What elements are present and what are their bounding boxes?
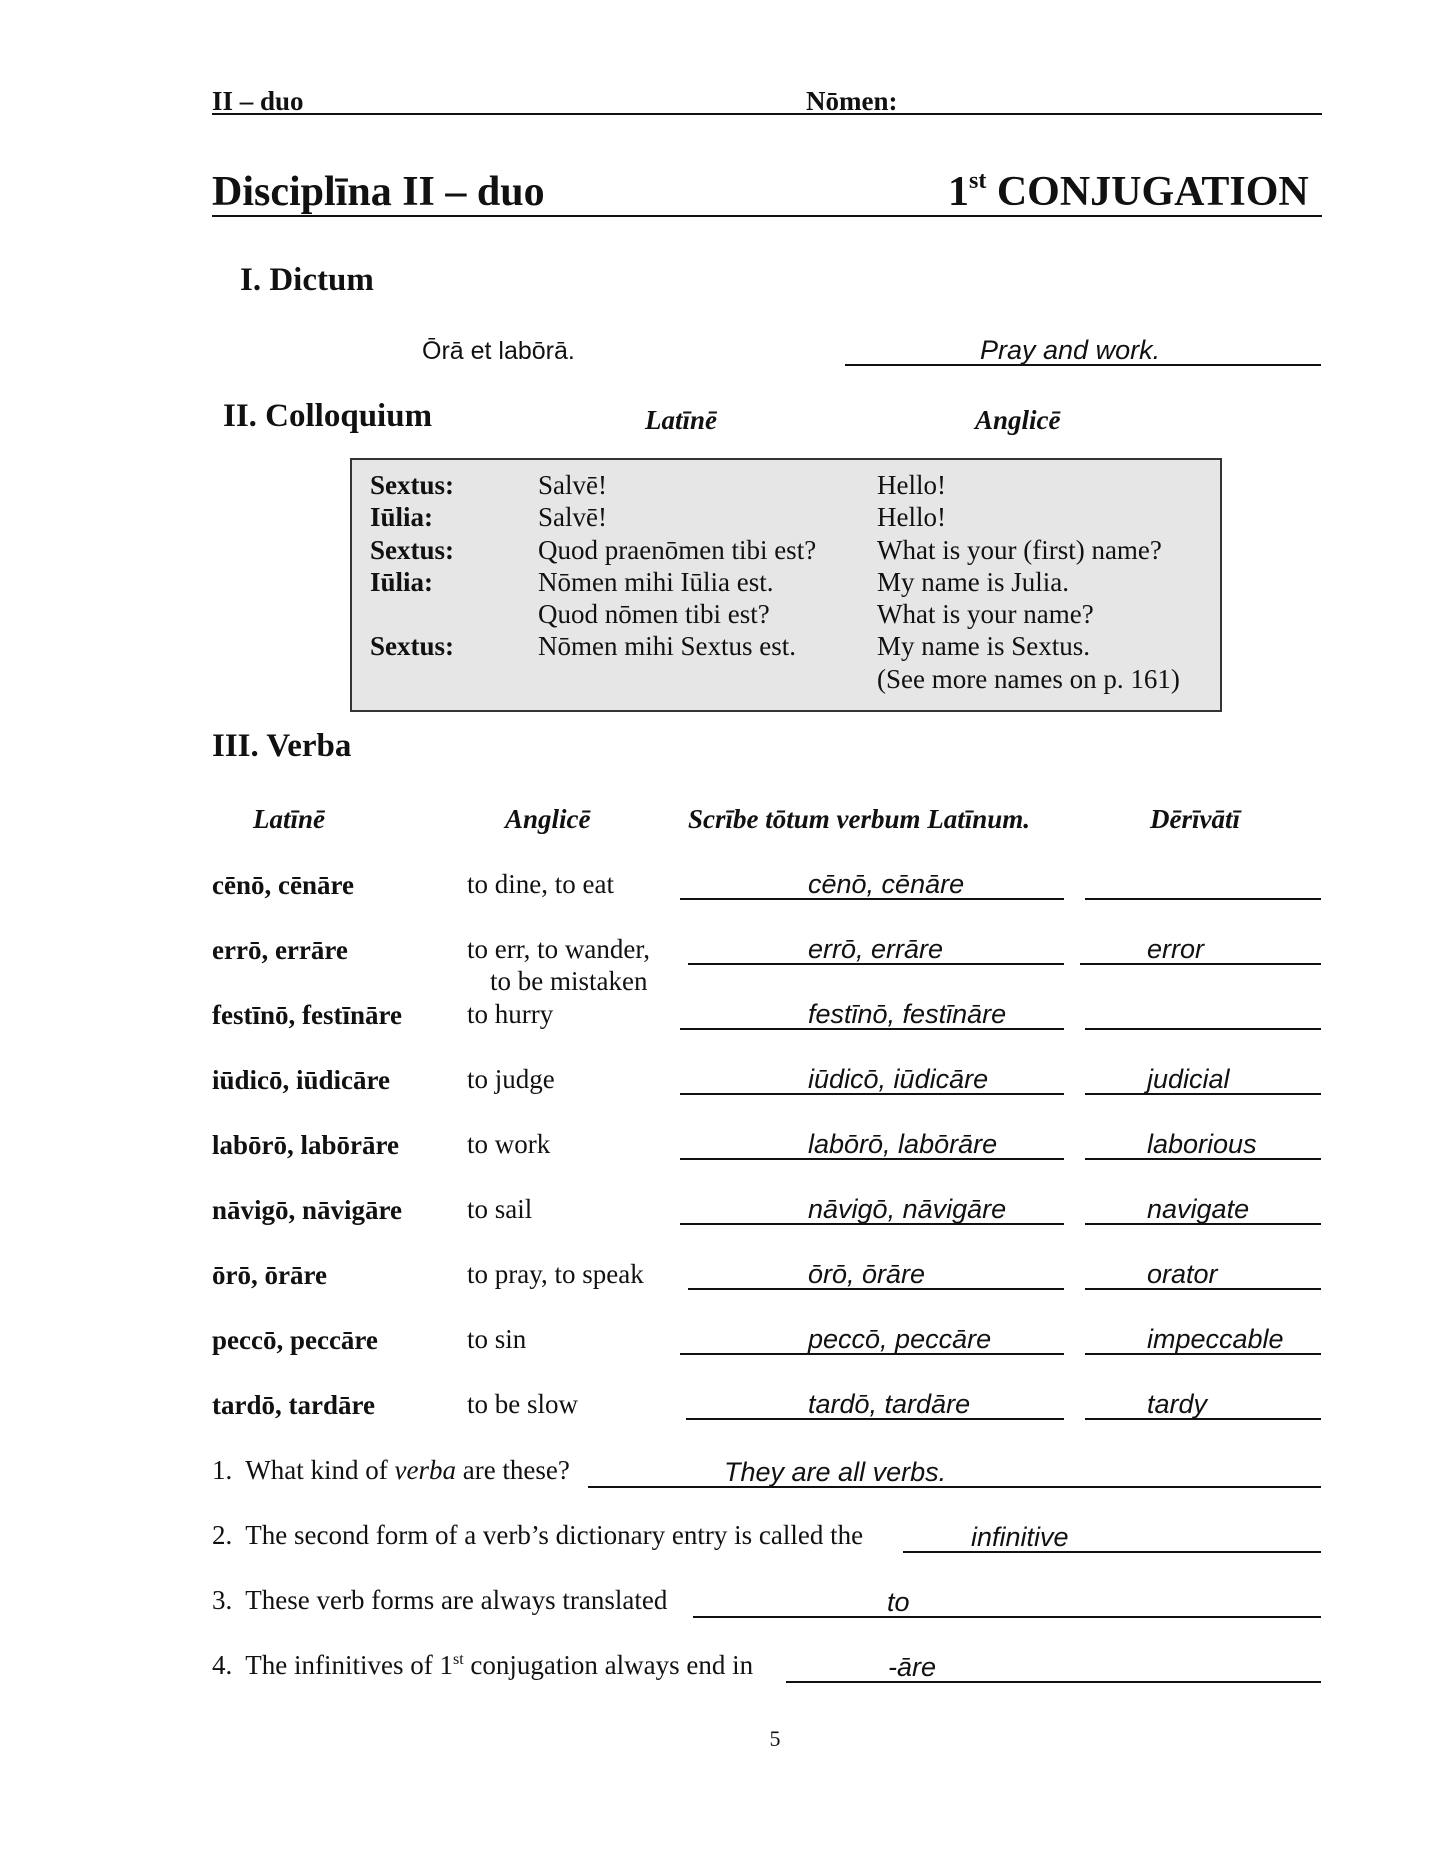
dictum-answer: Pray and work. (980, 335, 1161, 365)
question-3 (212, 1585, 667, 1616)
dialogue-latin: Salvē! (538, 502, 607, 532)
verb-row (0, 1260, 1445, 1300)
question-text: The second form of a verb’s dictionary entry is called the (245, 1520, 864, 1550)
verb-write-field[interactable] (680, 1323, 1064, 1355)
question-text: What kind of (245, 1455, 395, 1485)
question-number: 4. (212, 1650, 233, 1680)
verba-english-header: Anglicē (505, 804, 591, 834)
verb-write-field[interactable] (680, 1063, 1064, 1095)
verb-written: peccō, peccāre (808, 1324, 992, 1354)
verb-row (0, 1065, 1445, 1105)
question-sup: st (452, 1651, 464, 1668)
dialogue-speaker: Iūlia: (370, 567, 434, 597)
verb-write-field[interactable] (688, 1258, 1064, 1290)
dialogue-latin: Nōmen mihi Sextus est. (538, 631, 796, 661)
verb-written: errō, errāre (808, 934, 944, 964)
verb-write-field[interactable] (686, 1388, 1064, 1420)
dialogue-english: (See more names on p. 161) (877, 664, 1180, 694)
verb-derivative-field[interactable] (1085, 998, 1321, 1030)
answer-3: to (887, 1587, 910, 1617)
question-text-end: are these? (455, 1455, 570, 1485)
name-label: Nōmen: (806, 86, 898, 116)
verb-row (0, 1130, 1445, 1170)
dictum-answer-field[interactable] (845, 332, 1321, 366)
dialogue-speaker: Sextus: (370, 470, 455, 500)
verb-latin: ōrō, ōrāre (212, 1260, 327, 1290)
header-lesson: II – duo (212, 86, 304, 116)
dialogue-latin: Quod nōmen tibi est? (538, 599, 770, 629)
question-text: The infinitives of 1 (245, 1650, 453, 1680)
verb-english: to err, to wander, (467, 934, 651, 964)
dialogue-speaker: Sextus: (370, 631, 455, 661)
question-2 (212, 1520, 863, 1551)
verb-english: to sail (467, 1194, 533, 1224)
verb-english: to hurry (467, 999, 554, 1029)
verb-latin: tardō, tardāre (212, 1390, 375, 1420)
question-number: 1. (212, 1455, 233, 1485)
verb-written: iūdicō, iūdicāre (808, 1064, 989, 1094)
verb-english: to sin (467, 1324, 527, 1354)
verb-latin: iūdicō, iūdicāre (212, 1065, 391, 1095)
verb-derivative: tardy (1147, 1389, 1208, 1419)
verb-write-field[interactable] (680, 1128, 1064, 1160)
verb-derivative-field[interactable] (1085, 1258, 1321, 1290)
verb-english: to pray, to speak (467, 1259, 644, 1289)
verb-derivative: navigate (1147, 1194, 1250, 1224)
verb-english: to work (467, 1129, 551, 1159)
verb-row (0, 1000, 1445, 1040)
verb-derivative: judicial (1147, 1064, 1230, 1094)
verba-latin-header: Latīnē (253, 804, 325, 834)
conjugation-title: 1st CONJUGATION (948, 168, 1309, 215)
question-text-end: conjugation always end in (463, 1650, 754, 1680)
answer-field-4[interactable] (786, 1651, 1321, 1683)
dialogue-speaker: Sextus: (370, 535, 455, 565)
verb-latin: peccō, peccāre (212, 1325, 378, 1355)
dialogue-speaker: Iūlia: (370, 502, 434, 532)
verb-derivative-field[interactable] (1085, 1193, 1321, 1225)
dialogue-english: My name is Julia. (877, 567, 1069, 597)
dialogue-latin: Quod praenōmen tibi est? (538, 535, 817, 565)
dialogue-english: Hello! (877, 470, 946, 500)
verb-derivative-field[interactable] (1085, 868, 1321, 900)
answer-field-3[interactable] (693, 1586, 1321, 1618)
title-rule (212, 215, 1322, 217)
verb-english: to judge (467, 1064, 555, 1094)
verba-derivatives-header: Dērīvātī (1150, 804, 1240, 834)
verb-derivative: laborious (1147, 1129, 1257, 1159)
verb-write-field[interactable] (680, 868, 1064, 900)
verb-english: to dine, to eat (467, 869, 614, 899)
verb-derivative-field[interactable] (1085, 1323, 1321, 1355)
dialogue-latin: Nōmen mihi Iūlia est. (538, 567, 774, 597)
verb-write-field[interactable] (680, 998, 1064, 1030)
question-italic: verba (394, 1455, 456, 1485)
dialogue-box (350, 458, 1222, 712)
dialogue-english: What is your name? (877, 599, 1094, 629)
verb-latin: festīnō, festīnāre (212, 1000, 402, 1030)
answer-2: infinitive (971, 1522, 1069, 1552)
verb-english: to be slow (467, 1389, 578, 1419)
answer-field-2[interactable] (903, 1521, 1321, 1553)
question-1 (212, 1455, 570, 1486)
verb-english-continued: to be mistaken (490, 966, 648, 996)
verb-written: tardō, tardāre (808, 1389, 971, 1419)
answer-4: -āre (888, 1652, 937, 1682)
verb-latin: cēnō, cēnāre (212, 870, 354, 900)
question-number: 3. (212, 1585, 233, 1615)
verb-written: labōrō, labōrāre (808, 1129, 998, 1159)
name-field[interactable] (905, 90, 1322, 112)
verb-write-field[interactable] (680, 1193, 1064, 1225)
verb-latin: nāvigō, nāvigāre (212, 1195, 403, 1225)
verb-latin: labōrō, labōrāre (212, 1130, 399, 1160)
verb-derivative: orator (1147, 1259, 1218, 1289)
dialogue-latin: Salvē! (538, 470, 607, 500)
verb-derivative-field[interactable] (1080, 933, 1321, 965)
question-text: These verb forms are always translated (245, 1585, 668, 1615)
verb-derivative-field[interactable] (1085, 1063, 1321, 1095)
dialogue-english: My name is Sextus. (877, 631, 1090, 661)
verb-written: cēnō, cēnāre (808, 869, 965, 899)
colloquium-english-header: Anglicē (975, 405, 1061, 435)
verb-row (0, 1195, 1445, 1235)
dialogue-english: Hello! (877, 502, 946, 532)
section-dictum-heading: I. Dictum (240, 262, 374, 298)
verb-write-field[interactable] (688, 933, 1064, 965)
verb-derivative-field[interactable] (1085, 1128, 1321, 1160)
verb-written: festīnō, festīnāre (808, 999, 1007, 1029)
page-title: Disciplīna II – duo (212, 169, 545, 215)
question-4 (212, 1650, 753, 1681)
question-number: 2. (212, 1520, 233, 1550)
dictum-latin: Ōrā et labōrā. (422, 337, 575, 365)
page-number: 5 (769, 1726, 781, 1751)
verb-derivative: impeccable (1147, 1324, 1284, 1354)
verb-written: ōrō, ōrāre (808, 1259, 926, 1289)
verb-derivative: error (1147, 934, 1205, 964)
answer-field-1[interactable] (588, 1456, 1321, 1488)
verb-row (0, 934, 1445, 996)
colloquium-latin-header: Latīnē (645, 405, 717, 435)
dialogue-english: What is your (first) name? (877, 535, 1162, 565)
verb-row (0, 870, 1445, 910)
verba-write-header: Scrībe tōtum verbum Latīnum. (688, 804, 1031, 834)
verb-row (0, 1390, 1445, 1430)
verb-written: nāvigō, nāvigāre (808, 1194, 1007, 1224)
answer-1: They are all verbs. (724, 1457, 947, 1487)
section-verba-heading: III. Verba (212, 728, 352, 764)
verb-derivative-field[interactable] (1085, 1388, 1321, 1420)
header-rule (212, 113, 1322, 115)
section-colloquium-heading: II. Colloquium (223, 398, 433, 434)
verb-row (0, 1325, 1445, 1365)
verb-latin: errō, errāre (212, 935, 348, 965)
